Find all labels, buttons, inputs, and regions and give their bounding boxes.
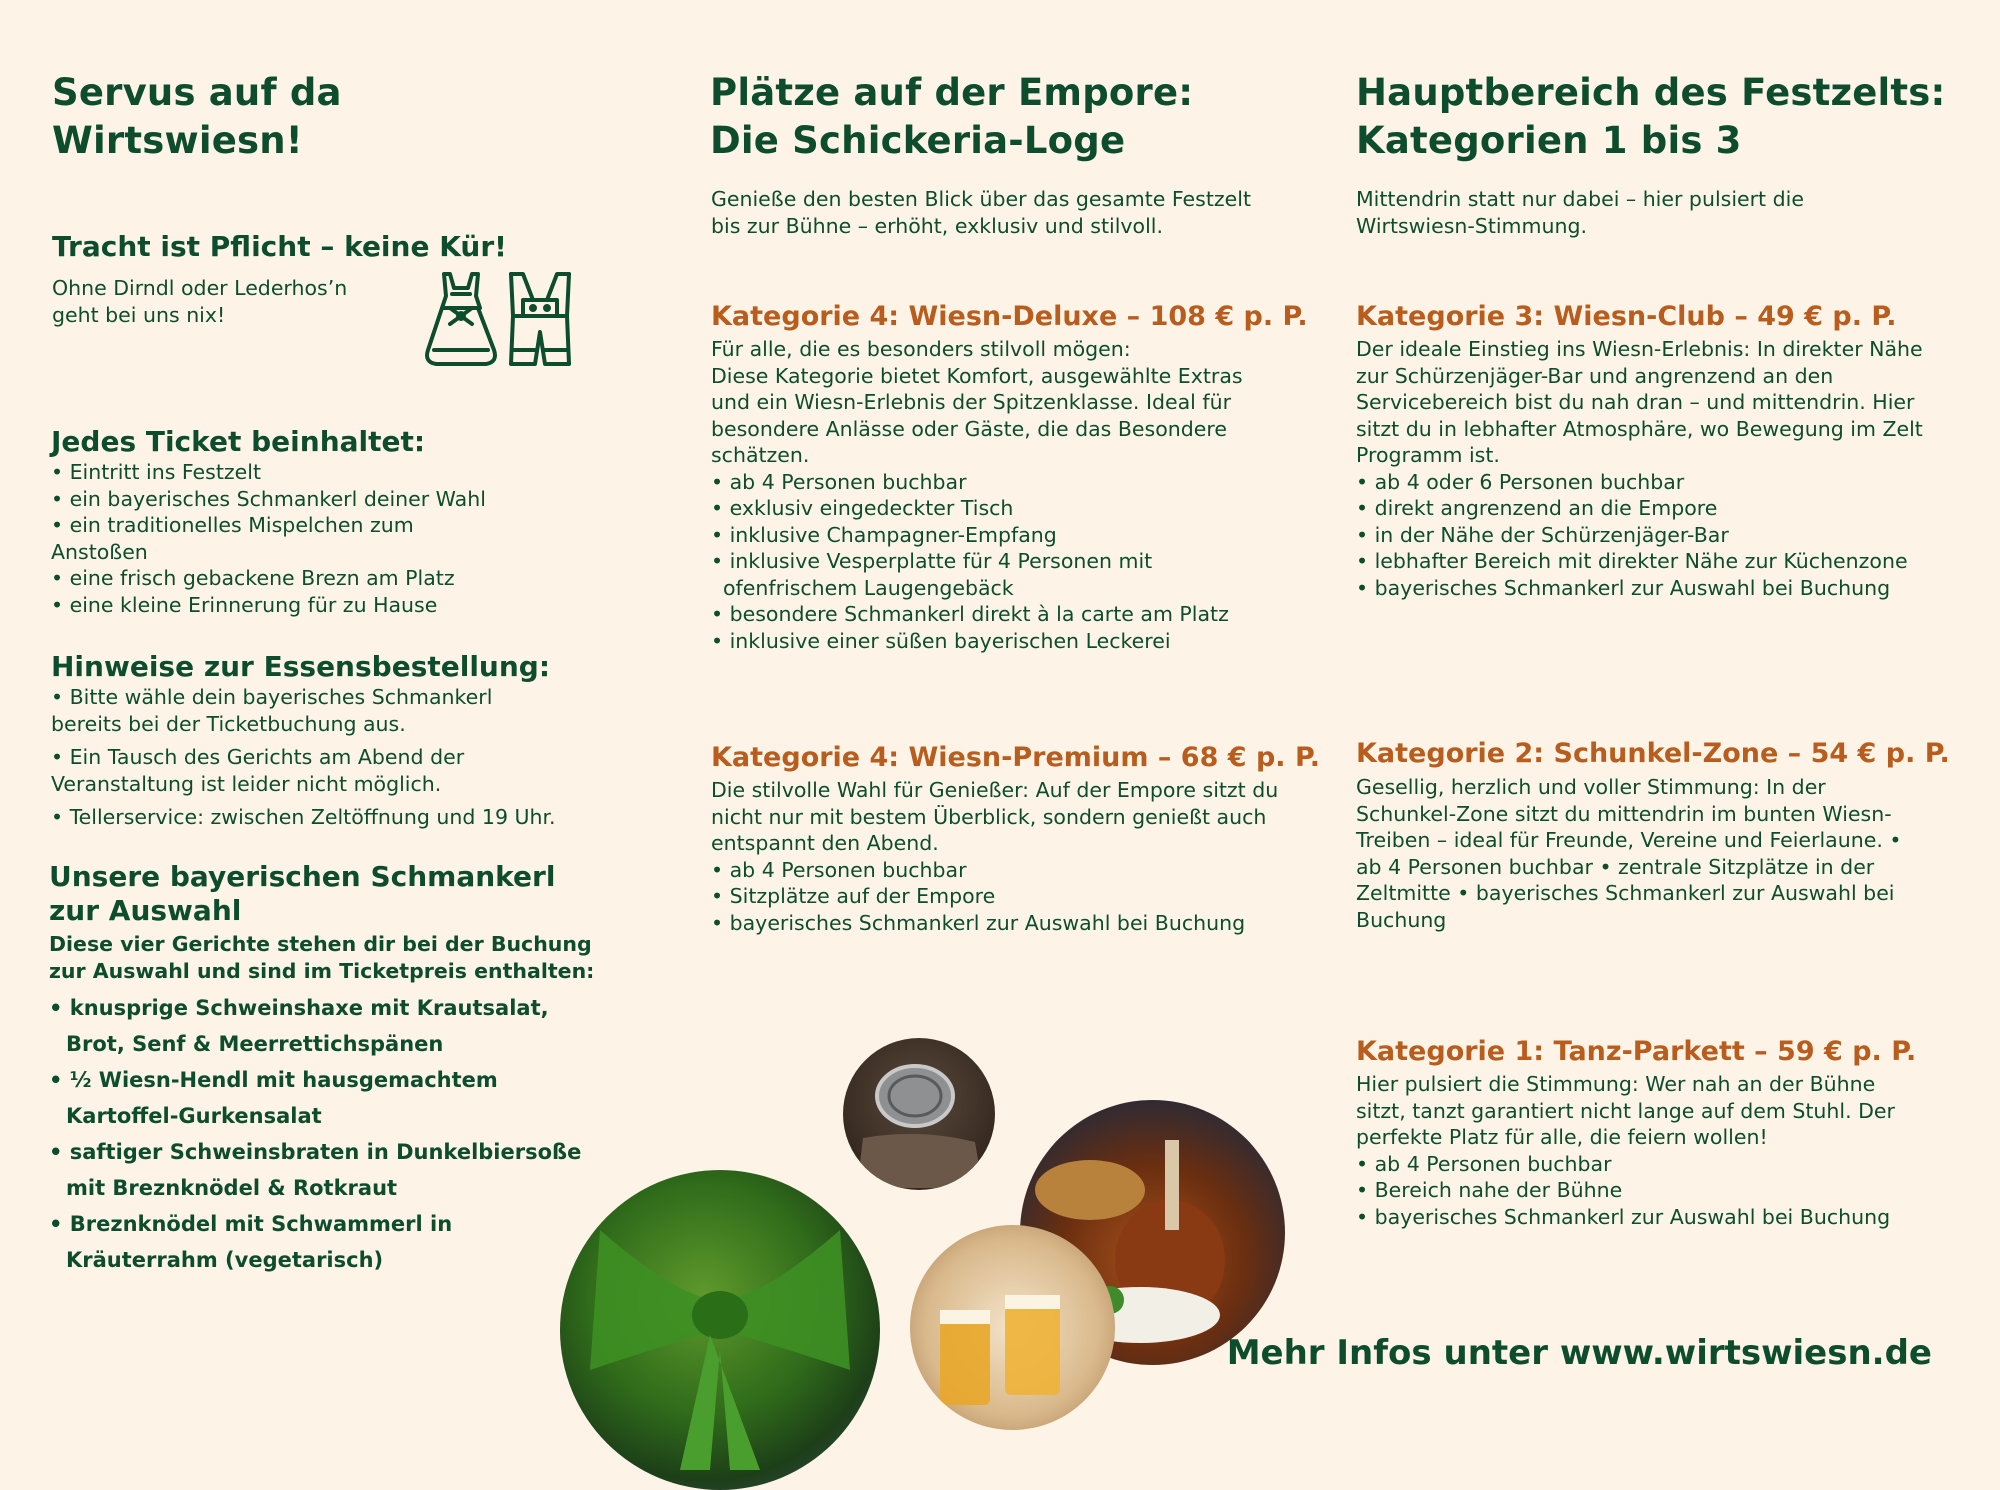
hinweise-heading: Hinweise zur Essensbestellung:	[51, 650, 551, 683]
list-item: • Bereich nahe der Bühne	[1356, 1178, 1623, 1202]
list-item-continuation: bereits bei der Ticketbuchung aus.	[51, 711, 406, 736]
schmankerl-intro: Diese vier Gerichte stehen dir bei der Buchung zur Auswahl und sind im Ticketpreis enthalten:	[49, 932, 595, 983]
list-item: • inklusive Vesperplatte für 4 Personen mit	[711, 549, 1153, 573]
title-line-2: Wirtswiesn!	[52, 119, 303, 162]
list-item: • bayerisches Schmankerl zur Auswahl bei Buchung	[1356, 1204, 1891, 1229]
lederhose-icon	[505, 270, 575, 370]
hauptbereich-intro: Mittendrin statt nur dabei – hier pulsiert die Wirtswiesn-Stimmung.	[1356, 187, 1804, 238]
title-line-1: Servus auf da	[52, 71, 342, 114]
empore-intro: Genieße den besten Blick über das gesamte Festzelt bis zur Bühne – erhöht, exklusiv und stilvoll.	[711, 187, 1251, 238]
beer-toast-photo	[910, 1225, 1115, 1430]
empore-title: Plätze auf der Empore: Die Schickeria-Loge	[710, 71, 1194, 162]
list-item: • exklusiv eingedeckter Tisch	[711, 496, 1014, 520]
list-item-continuation: ofenfrischem Laugengebäck	[723, 575, 1014, 600]
tanz-heading: Kategorie 1: Tanz-Parkett – 59 € p. P.	[1356, 1036, 1917, 1067]
list-item: • eine kleine Erinnerung für zu Hause	[51, 592, 438, 617]
list-item: • Bitte wähle dein bayerisches Schmankerl	[51, 685, 493, 709]
dirndl-icon	[420, 270, 502, 370]
schunkel-body: Gesellig, herzlich und voller Stimmung: In der Schunkel-Zone sitzt du mittendrin im bunten Wiesn- Treiben – ideal für Freunde, Vereine und Feierlaune. • ab 4 Personen buchbar • zentrale Sitzplätze in der Zeltmitte • bayerisches Schmankerl zur Auswahl bei Buchung	[1356, 775, 1902, 932]
list-item: • Eintritt ins Festzelt	[51, 460, 261, 484]
list-item: • ab 4 oder 6 Personen buchbar	[1356, 469, 1685, 494]
club-body: Der ideale Einstieg ins Wiesn-Erlebnis: In direkter Nähe zur Schürzenjäger-Bar und angrenzend an den Servicebereich bist du nah dran – und mittendrin. Hier sitzt du in lebhafter Atmosphäre, wo Bewegung im Zelt Programm ist. • ab 4 oder 6 Personen buchbar • direkt angrenzend an die Empore • in der Nähe der Schürzenjäger-Bar • lebhafter Bereich mit direkter Nähe zur Küchenzone • bayerisches Schmankerl zur Auswahl bei Buchung	[1356, 336, 1956, 601]
dish-item: • Breznknödel mit Schwammerl in	[49, 1212, 453, 1236]
dish-item: • ½ Wiesn-Hendl mit hausgemachtem	[49, 1068, 498, 1092]
deluxe-heading: Kategorie 4: Wiesn-Deluxe – 108 € p. P.	[711, 301, 1308, 332]
list-item-continuation: Anstoßen	[51, 539, 148, 564]
hauptbereich-title: Hauptbereich des Festzelts: Kategorien 1 bis 3	[1356, 71, 1946, 162]
list-item: • Tellerservice: zwischen Zeltöffnung und 19 Uhr.	[51, 805, 556, 829]
list-item: • ab 4 Personen buchbar	[1356, 1151, 1612, 1176]
dish-item-continuation: Brot, Senf & Meerrettichspänen	[66, 1032, 444, 1056]
list-item: • besondere Schmankerl direkt à la carte am Platz	[711, 602, 1229, 626]
tracht-heading: Tracht ist Pflicht – keine Kür!	[52, 230, 507, 263]
list-item: • ein bayerisches Schmankerl deiner Wahl	[51, 486, 486, 511]
dish-item: • knusprige Schweinshaxe mit Krautsalat,	[49, 996, 549, 1020]
dish-item-continuation: mit Breznknödel & Rotkraut	[66, 1176, 398, 1200]
list-item: • bayerisches Schmankerl zur Auswahl bei Buchung	[1356, 575, 1891, 600]
tracht-text: Ohne Dirndl oder Lederhos’n geht bei uns nix!	[52, 276, 348, 327]
lederhose-buckle-photo	[843, 1038, 995, 1190]
list-item: • ab 4 Personen buchbar	[711, 857, 967, 882]
dish-item: • saftiger Schweinsbraten in Dunkelbiersoße	[49, 1140, 582, 1164]
list-item: • in der Nähe der Schürzenjäger-Bar	[1356, 522, 1729, 547]
list-item: • direkt angrenzend an die Empore	[1356, 496, 1718, 520]
ticket-heading: Jedes Ticket beinhaltet:	[51, 425, 426, 458]
list-item: • ein traditionelles Mispelchen zum	[51, 513, 414, 537]
club-heading: Kategorie 3: Wiesn-Club – 49 € p. P.	[1356, 301, 1897, 332]
schunkel-heading: Kategorie 2: Schunkel-Zone – 54 € p. P.	[1356, 738, 1950, 769]
list-item: • inklusive einer süßen bayerischen Leckerei	[711, 628, 1171, 653]
list-item: • Sitzplätze auf der Empore	[711, 884, 996, 908]
premium-body: Die stilvolle Wahl für Genießer: Auf der Empore sitzt du nicht nur mit bestem Überblick, sondern genießt auch entspannt den Abend. • ab 4 Personen buchbar • Sitzplätze auf der Empore • bayerisches Schmankerl zur Auswahl bei Buchung	[711, 777, 1311, 936]
footer-website-link[interactable]: Mehr Infos unter www.wirtswiesn.de	[1226, 1333, 1932, 1373]
page-title	[52, 69, 342, 165]
ticket-list	[51, 459, 551, 618]
list-item: • bayerisches Schmankerl zur Auswahl bei Buchung	[711, 910, 1246, 935]
dirndl-bow-photo	[560, 1170, 880, 1490]
list-item: • lebhafter Bereich mit direkter Nähe zur Küchenzone	[1356, 549, 1908, 573]
list-item: • ab 4 Personen buchbar	[711, 469, 967, 494]
hinweise-list	[51, 684, 591, 831]
schmankerl-heading: Unsere bayerischen Schmankerl zur Auswahl	[49, 860, 556, 927]
list-item: • Ein Tausch des Gerichts am Abend der	[51, 745, 465, 769]
deluxe-body: Für alle, die es besonders stilvoll mögen: Diese Kategorie bietet Komfort, ausgewählte Extras und ein Wiesn-Erlebnis der Spitzenklasse. Ideal für besondere Anlässe oder Gäste, die das Besondere schätzen. • ab 4 Personen buchbar • exklusiv eingedeckter Tisch • inklusive Champagner-Empfang • inklusive Vesperplatte für 4 Personen mit ofenfrischem Laugengebäck • besondere Schmankerl direkt à la carte am Platz • inklusive einer süßen bayerischen Leckerei	[711, 336, 1311, 654]
dish-item-continuation: Kartoffel-Gurkensalat	[66, 1104, 322, 1128]
dish-item-continuation: Kräuterrahm (vegetarisch)	[66, 1248, 384, 1272]
list-item-continuation: Veranstaltung ist leider nicht möglich.	[51, 771, 442, 796]
tanz-body: Hier pulsiert die Stimmung: Wer nah an der Bühne sitzt, tanzt garantiert nicht lange auf dem Stuhl. Der perfekte Platz für alle, die feiern wollen! • ab 4 Personen buchbar • Bereich nahe der Bühne • bayerisches Schmankerl zur Auswahl bei Buchung	[1356, 1071, 1956, 1230]
list-item: • inklusive Champagner-Empfang	[711, 522, 1057, 547]
list-item: • eine frisch gebackene Brezn am Platz	[51, 566, 455, 590]
premium-heading: Kategorie 4: Wiesn-Premium – 68 € p. P.	[711, 742, 1321, 773]
dish-list	[49, 990, 581, 1278]
